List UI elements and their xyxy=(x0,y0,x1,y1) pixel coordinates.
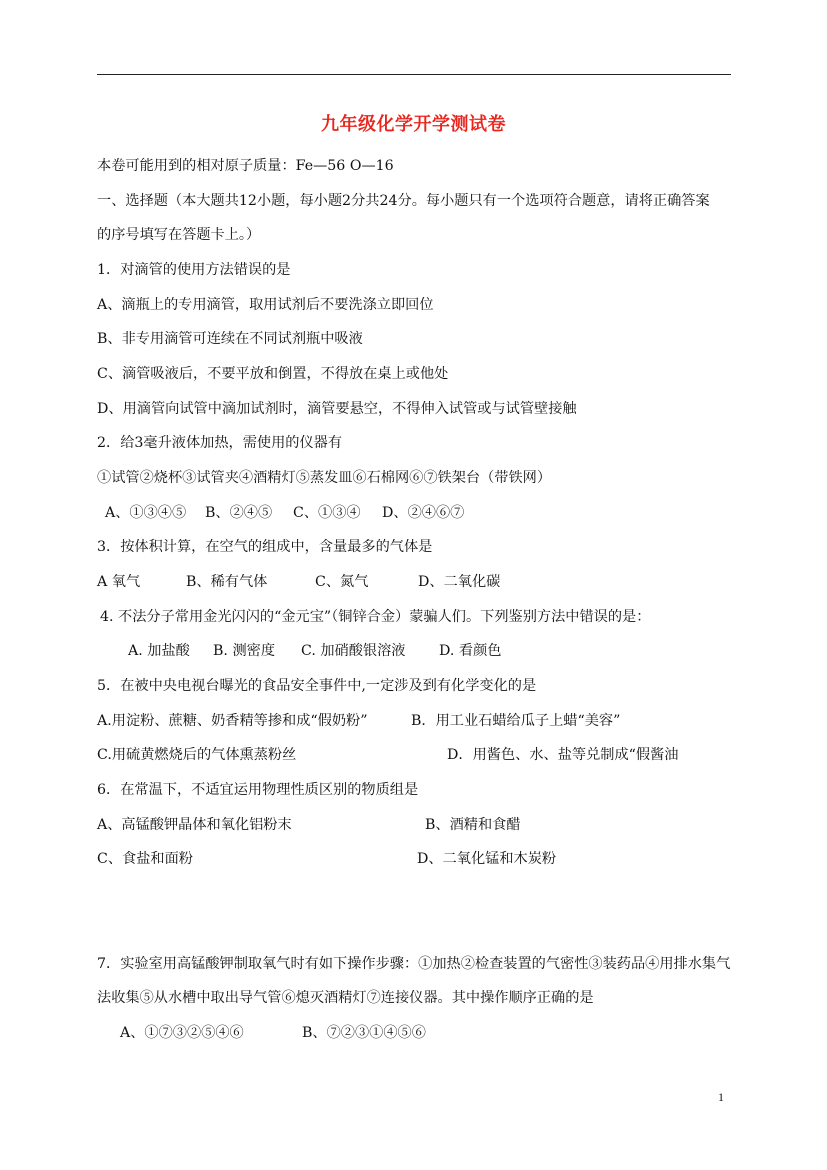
section-heading-line2: 的序号填写在答题卡上。） xyxy=(97,227,261,243)
q1-option-b: B、非专用滴管可连续在不同试剂瓶中吸液 xyxy=(97,331,363,347)
q2-items: ①试管②烧杯③试管夹④酒精灯⑤蒸发皿⑥石棉网⑥⑦铁架台（带铁网） xyxy=(97,470,552,486)
q3-option-b: B、稀有气体 xyxy=(186,574,268,590)
q3-option-c: C、氮气 xyxy=(315,574,369,590)
q1-option-c: C、滴管吸液后，不要平放和倒置，不得放在桌上或他处 xyxy=(97,366,449,382)
q3-stem: 3．按体积计算，在空气的组成中，含量最多的气体是 xyxy=(97,539,433,555)
q2-option-d: D、②④⑥⑦ xyxy=(382,505,465,521)
page-number: 1 xyxy=(718,1090,724,1104)
q4-option-a: A. 加盐酸 xyxy=(128,643,190,659)
q6-option-d: D、二氧化锰和木炭粉 xyxy=(417,851,557,867)
q3-option-a: A 氧气 xyxy=(97,574,141,590)
q5-option-a: A.用淀粉、蔗糖、奶香精等掺和成“假奶粉” xyxy=(97,713,368,729)
q5-option-c: C.用硫黄燃烧后的气体熏蒸粉丝 xyxy=(97,747,297,763)
q4-option-c: C. 加硝酸银溶液 xyxy=(301,643,406,659)
q6-option-b: B、酒精和食醋 xyxy=(425,817,521,833)
q6-stem: 6．在常温下，不适宜运用物理性质区别的物质组是 xyxy=(97,782,419,798)
q7-option-a: A、①⑦③②⑤④⑥ xyxy=(120,1025,244,1041)
q5-stem: 5．在被中央电视台曝光的食品安全事件中,一定涉及到有化学变化的是 xyxy=(97,678,537,694)
q6-option-c: C、食盐和面粉 xyxy=(97,851,193,867)
q2-option-a: A、①③④⑤ xyxy=(105,505,187,521)
q5-option-d: D．用酱色、水、盐等兑制成“假酱油 xyxy=(447,747,679,763)
q2-option-b: B、②④⑤ xyxy=(205,505,273,521)
q7-option-b: B、⑦②③①④⑤⑥ xyxy=(302,1025,426,1041)
header-rule xyxy=(97,74,731,75)
exam-title: 九年级化学开学测试卷 xyxy=(321,114,506,135)
q4-option-b: B. 测密度 xyxy=(213,643,276,659)
q4-stem: 4. 不法分子常用金光闪闪的“金元宝”（铜锌合金）蒙骗人们。下列鉴别方法中错误的是： xyxy=(100,609,651,625)
q2-option-c: C、①③④ xyxy=(293,505,361,521)
atomic-mass-note: 本卷可能用到的相对原子质量：Fe—56 O—16 xyxy=(97,158,394,174)
q5-option-b: B．用工业石蜡给瓜子上蜡“美容” xyxy=(411,713,621,729)
q1-option-d: D、用滴管向试管中滴加试剂时，滴管要悬空，不得伸入试管或与试管壁接触 xyxy=(97,401,577,417)
q7-stem-line1: 7．实验室用高锰酸钾制取氧气时有如下操作步骤：①加热②检查装置的气密性③装药品④用排水集气 xyxy=(97,956,731,972)
q7-stem-line2: 法收集⑤从水槽中取出导气管⑥熄灭酒精灯⑦连接仪器。其中操作顺序正确的是 xyxy=(97,990,594,1006)
q2-stem: 2．给3毫升液体加热，需使用的仪器有 xyxy=(97,435,343,451)
section-heading-line1: 一、选择题（本大题共12小题，每小题2分共24分。每小题只有一个选项符合题意，请将正确答案 xyxy=(97,193,710,209)
q1-stem: 1．对滴管的使用方法错误的是 xyxy=(97,262,291,278)
q6-option-a: A、高锰酸钾晶体和氧化铝粉末 xyxy=(97,817,292,833)
q3-option-d: D、二氧化碳 xyxy=(418,574,501,590)
q4-option-d: D. 看颜色 xyxy=(439,643,502,659)
q1-option-a: A、滴瓶上的专用滴管，取用试剂后不要洗涤立即回位 xyxy=(97,297,434,313)
